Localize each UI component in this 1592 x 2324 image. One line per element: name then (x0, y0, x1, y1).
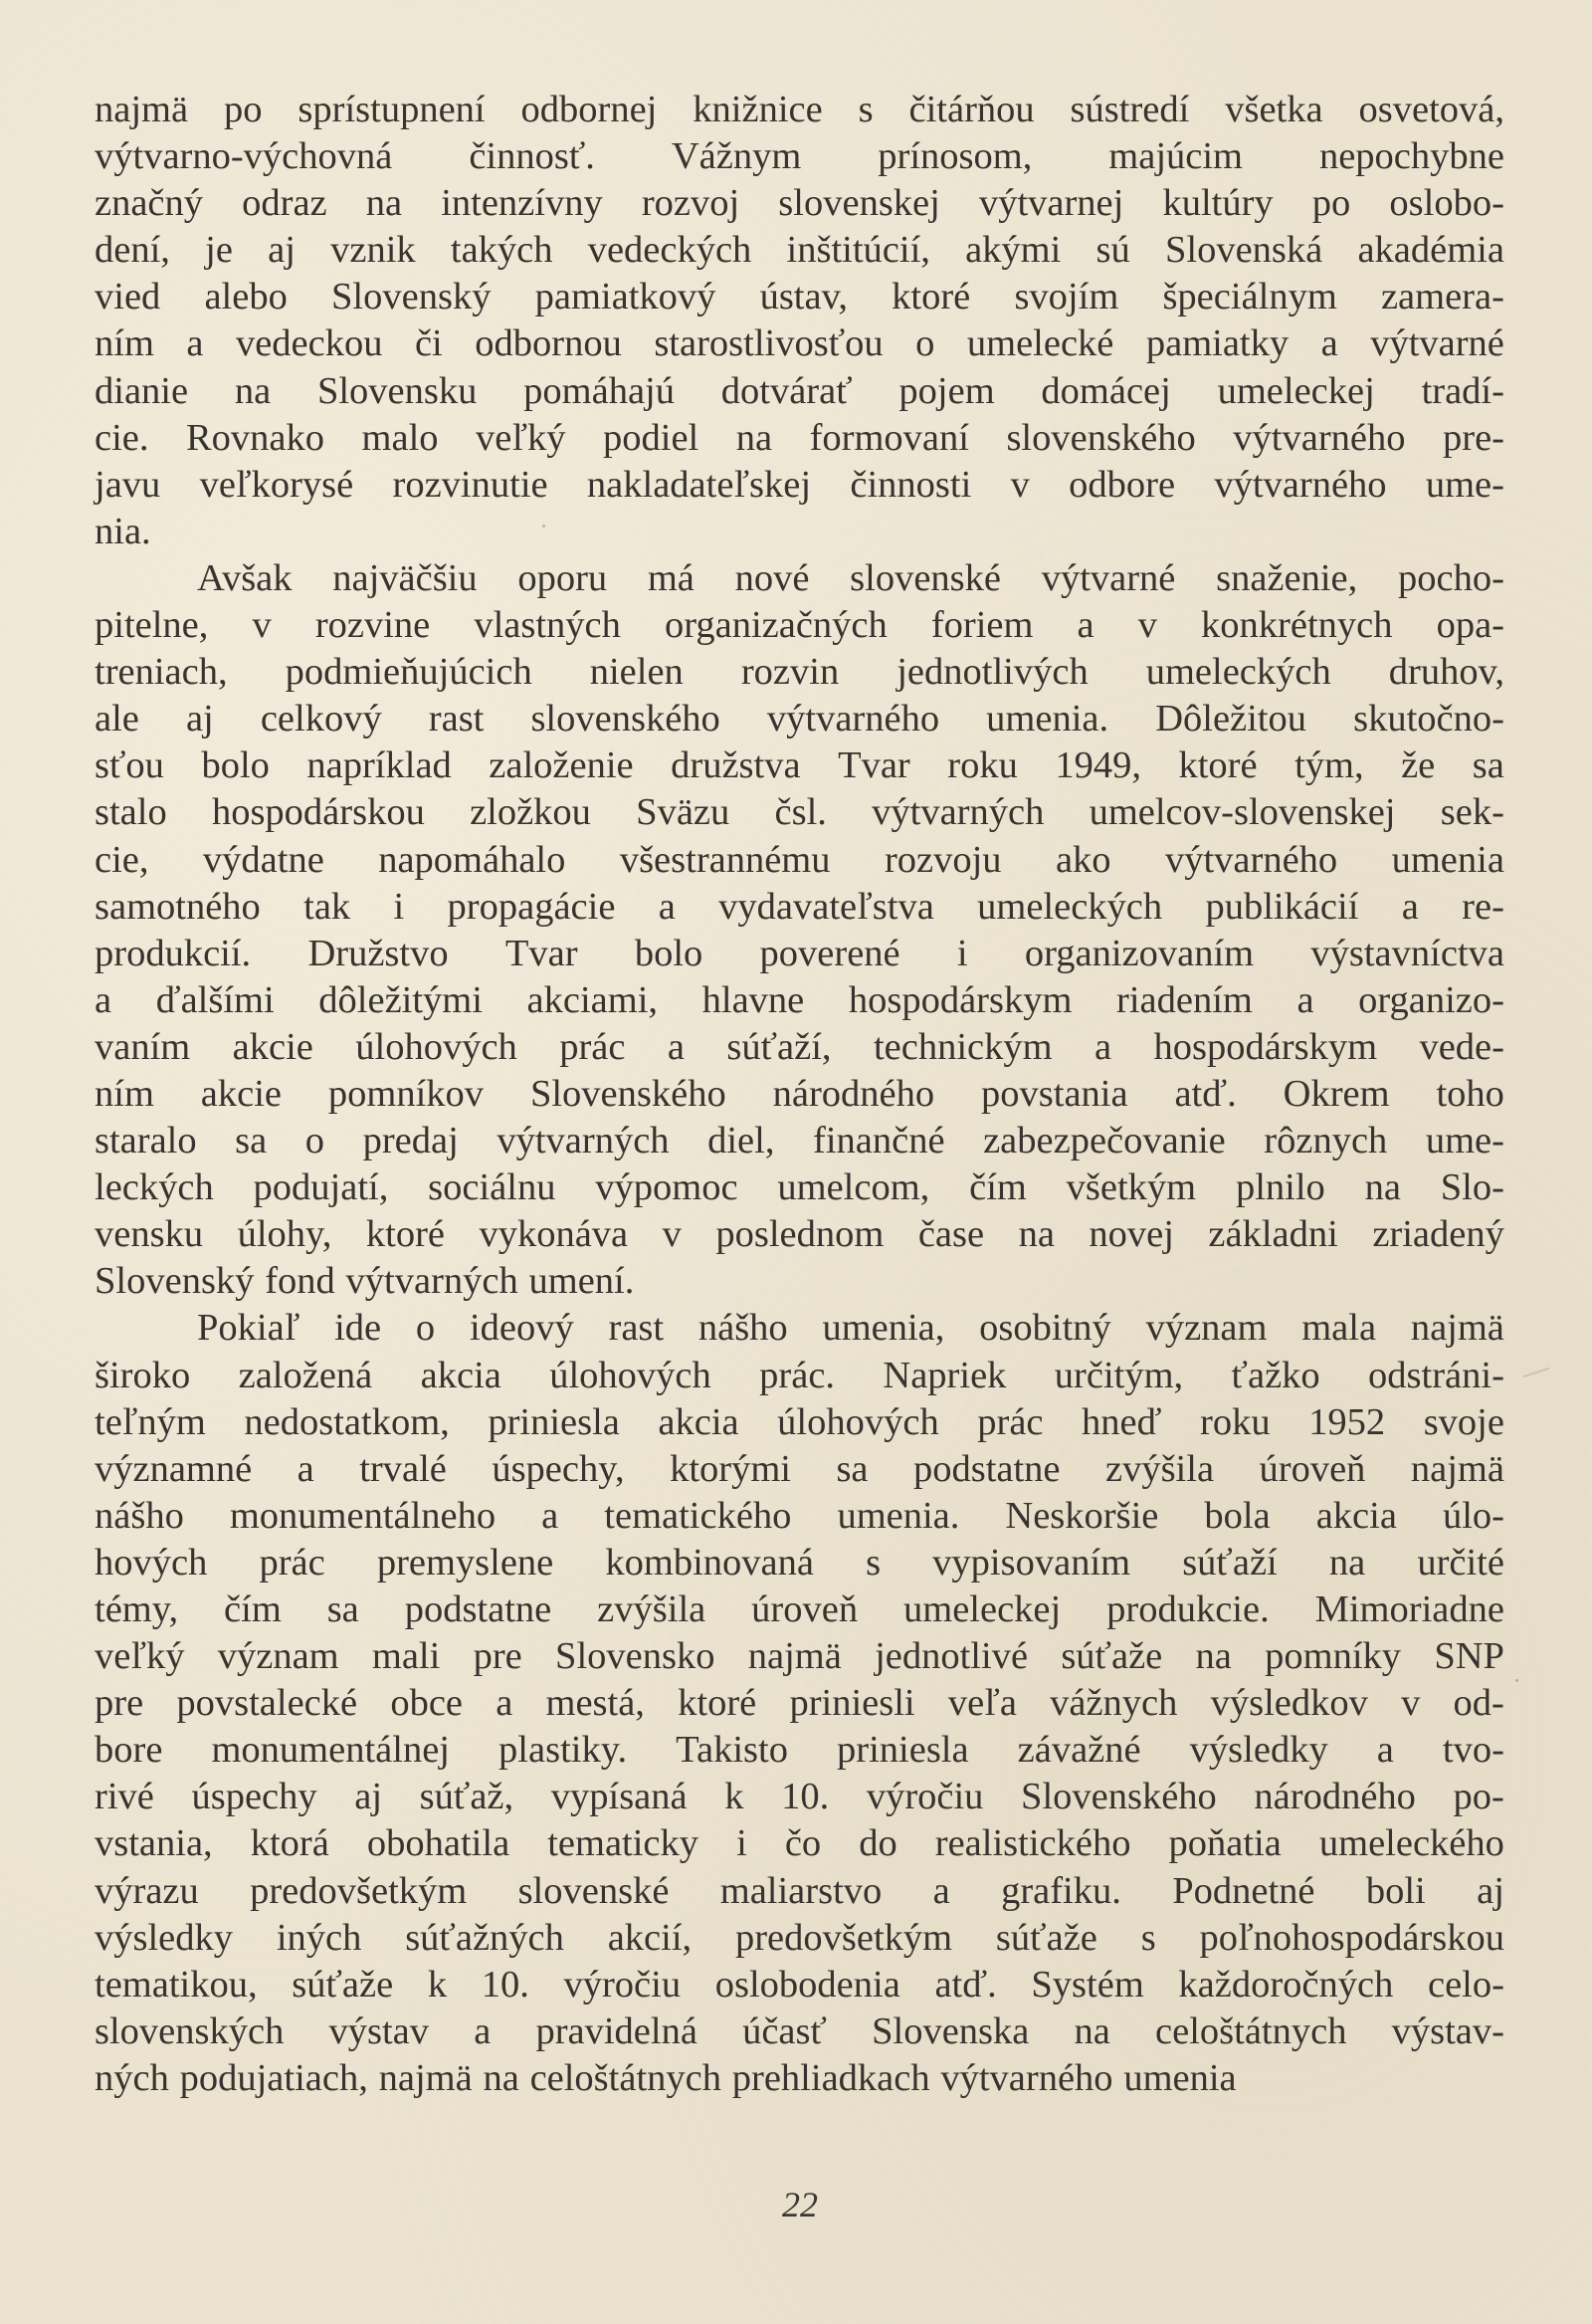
text-line: vensku úlohy, ktoré vykonáva v poslednom čase na novej základni zriadený (95, 1213, 1504, 1256)
paragraph (95, 87, 1504, 555)
text-line: Avšak najväčšiu oporu má nové slovenské výtvarné snaženie, pocho- (197, 556, 1504, 599)
text-line: treniach, podmieňujúcich nielen rozvin jednotlivých umeleckých druhov, (95, 651, 1504, 694)
text-line: leckých podujatí, sociálnu výpomoc umelcom, čím všetkým plnilo na Slo- (95, 1166, 1504, 1209)
text-line: dení, je aj vznik takých vedeckých inštitúcií, akými sú Slovenská akadémia (95, 229, 1504, 272)
text-line: sťou bolo napríklad založenie družstva Tvar roku 1949, ktoré tým, že sa (95, 744, 1504, 787)
text-line: hových prác premyslene kombinovaná s vypisovaním súťaží na určité (95, 1541, 1504, 1584)
text-line: a ďalšími dôležitými akciami, hlavne hospodárskym riadením a organizo- (95, 978, 1504, 1021)
text-line: ním a vedeckou či odbornou starostlivosťou o umelecké pamiatky a výtvarné (95, 322, 1504, 365)
paper-speck (1515, 1679, 1518, 1682)
text-line: ných podujatiach, najmä na celoštátnych prehliadkach výtvarného umenia (95, 2056, 1237, 2099)
text-line: vied alebo Slovenský pamiatkový ústav, ktoré svojím špeciálnym zamera- (95, 276, 1504, 318)
text-line: stalo hospodárskou zložkou Sväzu čsl. výtvarných umelcov-slovenskej sek- (95, 791, 1504, 834)
paper-speck (542, 525, 545, 528)
text-line: značný odraz na intenzívny rozvoj slovenskej výtvarnej kultúry po oslobo- (95, 182, 1504, 225)
text-line: pre povstalecké obce a mestá, ktoré priniesli veľa vážnych výsledkov v od- (95, 1682, 1504, 1725)
text-line: široko založená akcia úlohových prác. Napriek určitým, ťažko odstráni- (95, 1354, 1504, 1396)
paragraph (95, 555, 1504, 1306)
paragraph (95, 1305, 1504, 2102)
text-line: významné a trvalé úspechy, ktorými sa podstatne zvýšila úroveň najmä (95, 1447, 1504, 1490)
text-line: staralo sa o predaj výtvarných diel, finančné zabezpečovanie rôznych ume- (95, 1120, 1504, 1162)
page-number: 22 (782, 2185, 818, 2224)
text-line: vaním akcie úlohových prác a súťaží, technickým a hospodárskym vede- (95, 1025, 1504, 1068)
text-line: nia. (95, 510, 151, 552)
text-line: tematikou, súťaže k 10. výročiu oslobodenia atď. Systém každoročných celo- (95, 1963, 1504, 2006)
text-line: Pokiaľ ide o ideový rast nášho umenia, osobitný význam mala najmä (197, 1307, 1504, 1350)
text-line: cie, výdatne napomáhalo všestrannému rozvoju ako výtvarného umenia (95, 838, 1504, 881)
text-line: výtvarno-výchovná činnosť. Vážnym prínosom, majúcim nepochybne (95, 135, 1504, 178)
text-line: Slovenský fond výtvarných umení. (95, 1260, 635, 1303)
text-line: javu veľkorysé rozvinutie nakladateľskej činnosti v odbore výtvarného ume- (95, 463, 1504, 506)
text-line: cie. Rovnako malo veľký podiel na formovaní slovenského výtvarného pre- (95, 416, 1504, 459)
text-line: bore monumentálnej plastiky. Takisto priniesla závažné výsledky a tvo- (95, 1729, 1504, 1772)
text-line: pitelne, v rozvine vlastných organizačných foriem a v konkrétnych opa- (95, 604, 1504, 647)
text-line: rivé úspechy aj súťaž, vypísaná k 10. výročiu Slovenského národného po- (95, 1776, 1504, 1818)
text-line: najmä po sprístupnení odbornej knižnice s čitárňou sústredí všetka osvetová, (95, 89, 1504, 130)
text-line: dianie na Slovensku pomáhajú dotvárať pojem domácej umeleckej tradí- (95, 369, 1504, 412)
text-line: vstania, ktorá obohatila tematicky i čo do realistického poňatia umeleckého (95, 1822, 1504, 1865)
text-line: výsledky iných súťažných akcií, predovšetkým súťaže s poľnohospodárskou (95, 1916, 1504, 1959)
text-line: ale aj celkový rast slovenského výtvarného umenia. Dôležitou skutočno- (95, 698, 1504, 740)
text-line: teľným nedostatkom, priniesla akcia úlohových prác hneď roku 1952 svoje (95, 1400, 1504, 1443)
text-line: samotného tak i propagácie a vydavateľstva umeleckých publikácií a re- (95, 885, 1504, 928)
text-line: slovenských výstav a pravidelná účasť Slovenska na celoštátnych výstav- (95, 2009, 1504, 2052)
text-line: veľký význam mali pre Slovensko najmä jednotlivé súťaže na pomníky SNP (95, 1635, 1504, 1678)
text-line: ním akcie pomníkov Slovenského národného povstania atď. Okrem toho (95, 1072, 1504, 1115)
text-line: výrazu predovšetkým slovenské maliarstvo a grafiku. Podnetné boli aj (95, 1869, 1504, 1912)
body-text (95, 87, 1504, 2102)
text-line: témy, čím sa podstatne zvýšila úroveň umeleckej produkcie. Mimoriadne (95, 1588, 1504, 1630)
text-line: nášho monumentálneho a tematického umenia. Neskoršie bola akcia úlo- (95, 1494, 1504, 1537)
text-line: produkcií. Družstvo Tvar bolo poverené i organizovaním výstavníctva (95, 932, 1504, 974)
paper-speck (1522, 1368, 1549, 1378)
